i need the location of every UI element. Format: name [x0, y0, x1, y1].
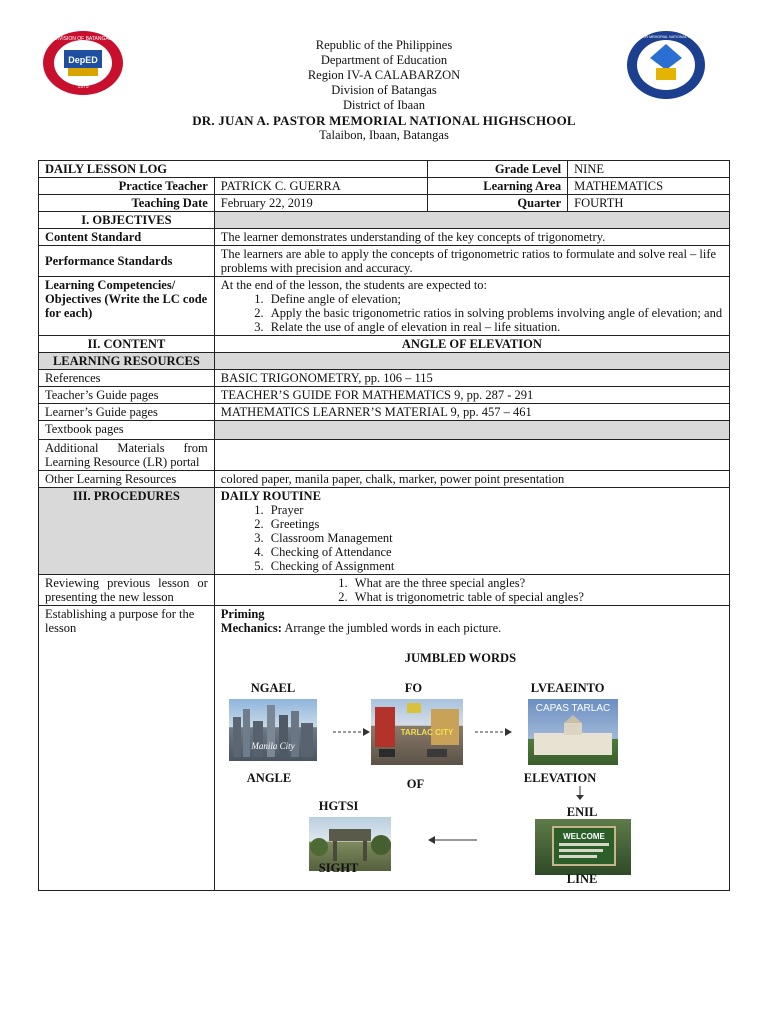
school-name: DR. JUAN A. PASTOR MEMORIAL NATIONAL HIGHSCHOOL: [192, 113, 576, 128]
review-question: 2. What is trigonometric table of special angles?: [351, 590, 723, 604]
learners-guide-value: MATHEMATICS LEARNER’S MATERIAL 9, pp. 457 – 461: [214, 404, 729, 421]
learning-area-label: Learning Area: [428, 178, 568, 195]
year-text: 1975: [77, 84, 89, 90]
content-value: ANGLE OF ELEVATION: [214, 336, 729, 353]
log-title: DAILY LESSON LOG: [39, 161, 428, 178]
teacher-value: PATRICK C. GUERRA: [214, 178, 428, 195]
welcome-sign-photo: [535, 819, 631, 875]
manila-city-photo: [229, 699, 317, 761]
other-resources-value: colored paper, manila paper, chalk, marker, power point presentation: [214, 471, 729, 488]
competency-item: 3. Relate the use of angle of elevation in real – life situation.: [267, 320, 723, 334]
learning-area-value: MATHEMATICS: [568, 178, 730, 195]
purpose-label: Establishing a purpose for the lesson: [39, 606, 215, 891]
mechanics-line: [221, 621, 723, 635]
content-standard-value: The learner demonstrates understanding of the key concepts of trigonometry.: [214, 229, 729, 246]
textbook-pages-label: Textbook pages: [39, 421, 215, 440]
procedures-heading: III. PROCEDURES: [39, 488, 215, 575]
priming-title: Priming: [220, 607, 265, 621]
lesson-log-table: [38, 160, 730, 891]
arrow-right-icon: [331, 727, 371, 737]
header-line: Region IV-A CALABARZON: [307, 68, 461, 82]
references-label: References: [39, 370, 215, 387]
answer-word: LINE: [566, 872, 598, 886]
other-resources-label: Other Learning Resources: [39, 471, 215, 488]
references-value: BASIC TRIGONOMETRY, pp. 106 – 115: [214, 370, 729, 387]
answer-word: OF: [406, 777, 425, 791]
competencies-cell: [214, 277, 729, 336]
header-line: Department of Education: [320, 53, 448, 67]
jumbled-word: ENIL: [566, 805, 598, 819]
review-question: 1. What are the three special angles?: [351, 576, 723, 590]
teaching-date-value: February 22, 2019: [214, 195, 428, 212]
daily-routine-title: DAILY ROUTINE: [220, 489, 321, 503]
capas-caption: CAPAS TARLAC: [535, 703, 611, 714]
mechanics-label: Mechanics:: [220, 621, 282, 635]
daily-routine-cell: [214, 488, 729, 575]
competency-item: 2. Apply the basic trigonometric ratios in solving problems involving angle of elevation; and: [267, 306, 723, 320]
competencies-intro: At the end of the lesson, the students are expected to:: [220, 278, 488, 292]
additional-materials-blank: [214, 440, 729, 471]
purpose-cell: [214, 606, 729, 891]
document-header: [0, 38, 768, 143]
learning-resources-blank: [214, 353, 729, 370]
content-heading: II. CONTENT: [39, 336, 215, 353]
competency-item: 1. Define angle of elevation;: [267, 292, 723, 306]
teacher-label: Practice Teacher: [39, 178, 215, 195]
arrow-left-icon: [427, 835, 479, 845]
performance-standards-value: The learners are able to apply the concepts of trigonometric ratios to formulate and solve real – life problems with precision and accuracy.: [214, 246, 729, 277]
arrow-right-icon: [473, 727, 513, 737]
jumbled-word: HGTSI: [318, 799, 359, 813]
deped-text: DepED: [68, 55, 98, 65]
jumbled-words-title: JUMBLED WORDS: [404, 651, 517, 665]
reviewing-cell: [214, 575, 729, 606]
tarlac-city-caption: TARLAC CITY: [400, 728, 454, 737]
routine-item: 1. Prayer: [267, 503, 723, 517]
performance-standards-label: Performance Standards: [39, 246, 215, 277]
quarter-label: Quarter: [428, 195, 568, 212]
manila-caption: Manila City: [251, 741, 295, 751]
seal-text: JUAN A. PASTOR MEMORIAL NATIONAL HIGH SCHOOL: [619, 35, 713, 39]
division-text: DIVISION OF BATANGAS: [53, 36, 113, 42]
additional-materials-label: Additional Materials from Learning Resource (LR) portal: [39, 440, 215, 471]
header-line: District of Ibaan: [343, 98, 425, 112]
answer-word: SIGHT: [318, 861, 359, 875]
capas-tarlac-photo: [528, 699, 618, 765]
header-line: Division of Batangas: [331, 83, 437, 97]
header-line: Republic of the Philippines: [315, 38, 453, 52]
arrow-down-icon: [575, 785, 585, 801]
quarter-value: FOURTH: [568, 195, 730, 212]
answer-word: ELEVATION: [523, 771, 597, 785]
reviewing-label: Reviewing previous lesson or presenting the new lesson: [39, 575, 215, 606]
teachers-guide-value: TEACHER’S GUIDE FOR MATHEMATICS 9, pp. 287 - 291: [214, 387, 729, 404]
jumbled-word: LVEAEINTO: [530, 681, 605, 695]
competencies-label: Learning Competencies/ Objectives (Write the LC code for each): [39, 277, 215, 336]
welcome-caption: WELCOME: [562, 832, 605, 841]
content-standard-label: Content Standard: [39, 229, 215, 246]
routine-item: 5. Checking of Assignment: [267, 559, 723, 573]
learning-resources-heading: LEARNING RESOURCES: [39, 353, 215, 370]
teaching-date-label: Teaching Date: [39, 195, 215, 212]
teachers-guide-label: Teacher’s Guide pages: [39, 387, 215, 404]
routine-item: 4. Checking of Attendance: [267, 545, 723, 559]
learners-guide-label: Learner’s Guide pages: [39, 404, 215, 421]
mechanics-text: Arrange the jumbled words in each picture.: [284, 621, 502, 635]
answer-word: ANGLE: [246, 771, 292, 785]
school-address: Talaibon, Ibaan, Batangas: [319, 128, 449, 142]
textbook-pages-blank: [214, 421, 729, 440]
routine-item: 2. Greetings: [267, 517, 723, 531]
objectives-heading: I. OBJECTIVES: [39, 212, 215, 229]
jumbled-word: NGAEL: [250, 681, 296, 695]
routine-item: 3. Classroom Management: [267, 531, 723, 545]
jumbled-word: FO: [404, 681, 423, 695]
tarlac-city-photo: [371, 699, 463, 765]
objectives-blank: [214, 212, 729, 229]
grade-level-label: Grade Level: [428, 161, 568, 178]
grade-level-value: NINE: [568, 161, 730, 178]
